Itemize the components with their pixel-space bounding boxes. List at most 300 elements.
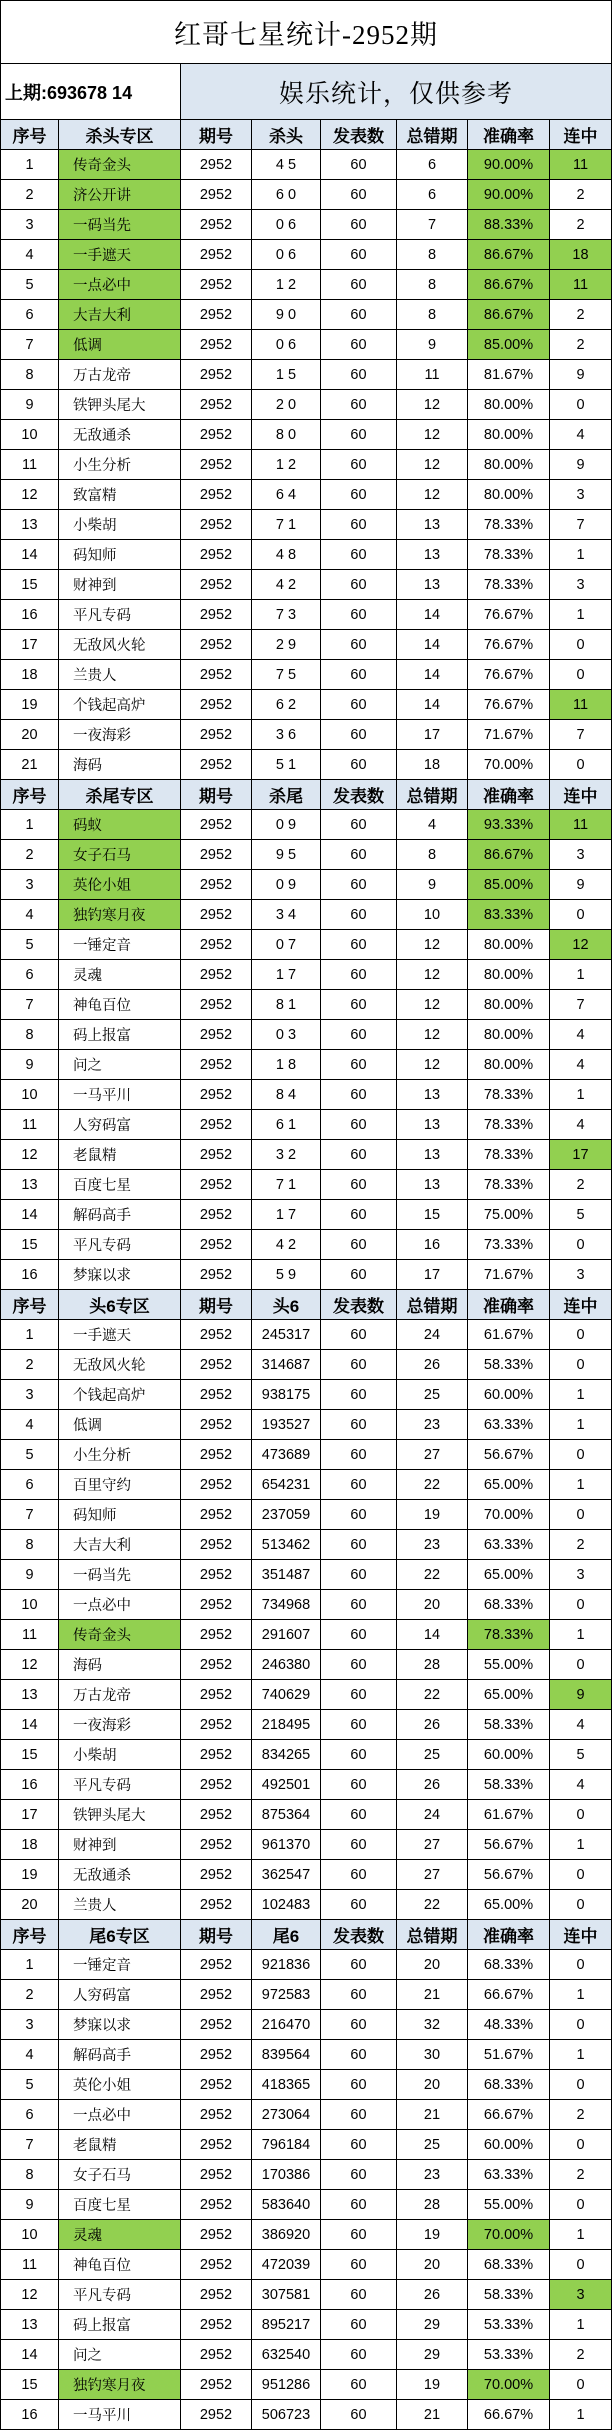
pick-cell: 938175 (252, 1380, 321, 1410)
streak-header: 连中 (550, 1290, 612, 1320)
streak-cell: 0 (550, 1350, 612, 1380)
errors-cell: 8 (397, 270, 468, 300)
posts-cell: 60 (321, 1350, 397, 1380)
issue-cell: 2952 (181, 2220, 252, 2250)
table-row (0, 870, 612, 900)
accuracy-cell: 76.67% (468, 600, 550, 630)
name-cell: 海码 (59, 750, 181, 780)
errors-cell: 30 (397, 2040, 468, 2070)
posts-cell: 60 (321, 2190, 397, 2220)
table-row (0, 1380, 612, 1410)
table-row (0, 1260, 612, 1290)
posts-cell: 60 (321, 990, 397, 1020)
table-row (0, 810, 612, 840)
pick-cell: 2 0 (252, 390, 321, 420)
issue-header: 期号 (181, 780, 252, 810)
seq-header: 序号 (0, 1920, 59, 1950)
errors-cell: 13 (397, 570, 468, 600)
name-cell: 解码高手 (59, 2040, 181, 2070)
table-row (0, 660, 612, 690)
posts-cell: 60 (321, 1320, 397, 1350)
name-cell: 百里守约 (59, 1470, 181, 1500)
seq-cell: 10 (0, 1080, 59, 1110)
seq-cell: 10 (0, 1590, 59, 1620)
posts-cell: 60 (321, 210, 397, 240)
errors-cell: 16 (397, 1230, 468, 1260)
accuracy-cell: 88.33% (468, 210, 550, 240)
errors-cell: 26 (397, 2280, 468, 2310)
name-cell: 老鼠精 (59, 1140, 181, 1170)
table-row (0, 1320, 612, 1350)
pick-cell: 972583 (252, 1980, 321, 2010)
pick-cell: 4 2 (252, 1230, 321, 1260)
table-row (0, 1860, 612, 1890)
seq-cell: 18 (0, 660, 59, 690)
seq-cell: 14 (0, 1200, 59, 1230)
seq-cell: 20 (0, 1890, 59, 1920)
seq-cell: 14 (0, 540, 59, 570)
table-row (0, 180, 612, 210)
zone-header: 头6专区 (59, 1290, 181, 1320)
errors-cell: 6 (397, 150, 468, 180)
seq-cell: 20 (0, 720, 59, 750)
pick-cell: 6 0 (252, 180, 321, 210)
seq-cell: 3 (0, 1380, 59, 1410)
posts-cell: 60 (321, 2070, 397, 2100)
errors-cell: 20 (397, 2250, 468, 2280)
name-cell: 无敌风火轮 (59, 630, 181, 660)
table-row (0, 330, 612, 360)
pick-header: 杀头 (252, 120, 321, 150)
pick-cell: 386920 (252, 2220, 321, 2250)
posts-cell: 60 (321, 1980, 397, 2010)
posts-cell: 60 (321, 2040, 397, 2070)
issue-cell: 2952 (181, 1020, 252, 1050)
pick-cell: 351487 (252, 1560, 321, 1590)
table-row (0, 1800, 612, 1830)
streak-cell: 4 (550, 1770, 612, 1800)
posts-cell: 60 (321, 1500, 397, 1530)
posts-cell: 60 (321, 1110, 397, 1140)
accuracy-cell: 80.00% (468, 1020, 550, 1050)
pick-cell: 362547 (252, 1860, 321, 1890)
streak-cell: 1 (550, 960, 612, 990)
seq-cell: 6 (0, 960, 59, 990)
accuracy-cell: 63.33% (468, 1530, 550, 1560)
pick-cell: 513462 (252, 1530, 321, 1560)
accuracy-cell: 58.33% (468, 1770, 550, 1800)
issue-cell: 2952 (181, 690, 252, 720)
name-cell: 百度七星 (59, 1170, 181, 1200)
name-cell: 致富精 (59, 480, 181, 510)
section-header-row (0, 120, 612, 150)
posts-cell: 60 (321, 330, 397, 360)
table-row (0, 150, 612, 180)
pick-cell: 839564 (252, 2040, 321, 2070)
seq-cell: 1 (0, 1950, 59, 1980)
name-cell: 一码当先 (59, 210, 181, 240)
seq-cell: 11 (0, 450, 59, 480)
errors-cell: 24 (397, 1800, 468, 1830)
pick-header: 头6 (252, 1290, 321, 1320)
pick-cell: 9 0 (252, 300, 321, 330)
accuracy-cell: 68.33% (468, 1950, 550, 1980)
posts-cell: 60 (321, 540, 397, 570)
streak-cell: 0 (550, 1320, 612, 1350)
posts-cell: 60 (321, 1800, 397, 1830)
seq-cell: 13 (0, 2310, 59, 2340)
errors-cell: 12 (397, 450, 468, 480)
pick-cell: 102483 (252, 1890, 321, 1920)
accuracy-cell: 85.00% (468, 330, 550, 360)
streak-cell: 2 (550, 210, 612, 240)
streak-cell: 2 (550, 1530, 612, 1560)
seq-cell: 15 (0, 1230, 59, 1260)
table-row (0, 420, 612, 450)
issue-cell: 2952 (181, 180, 252, 210)
posts-cell: 60 (321, 180, 397, 210)
posts-cell: 60 (321, 300, 397, 330)
errors-cell: 13 (397, 1080, 468, 1110)
errors-cell: 18 (397, 750, 468, 780)
errors-cell: 12 (397, 960, 468, 990)
streak-cell: 17 (550, 1140, 612, 1170)
pick-cell: 895217 (252, 2310, 321, 2340)
posts-cell: 60 (321, 1650, 397, 1680)
name-cell: 海码 (59, 1650, 181, 1680)
table-row (0, 2220, 612, 2250)
name-cell: 无敌风火轮 (59, 1350, 181, 1380)
table-row (0, 1080, 612, 1110)
issue-cell: 2952 (181, 630, 252, 660)
issue-cell: 2952 (181, 1890, 252, 1920)
name-cell: 梦寐以求 (59, 2010, 181, 2040)
name-cell: 一马平川 (59, 1080, 181, 1110)
posts-cell: 60 (321, 930, 397, 960)
errors-cell: 12 (397, 1050, 468, 1080)
errors-cell: 20 (397, 1950, 468, 1980)
errors-cell: 12 (397, 420, 468, 450)
issue-cell: 2952 (181, 150, 252, 180)
posts-cell: 60 (321, 390, 397, 420)
streak-cell: 9 (550, 450, 612, 480)
table-row (0, 1890, 612, 1920)
pick-cell: 7 3 (252, 600, 321, 630)
table-row (0, 2130, 612, 2160)
seq-cell: 16 (0, 600, 59, 630)
issue-cell: 2952 (181, 1860, 252, 1890)
errors-cell: 10 (397, 900, 468, 930)
issue-cell: 2952 (181, 1200, 252, 1230)
seq-cell: 12 (0, 1140, 59, 1170)
section-header-row (0, 1290, 612, 1320)
posts-cell: 60 (321, 510, 397, 540)
accuracy-cell: 71.67% (468, 720, 550, 750)
table-row (0, 1140, 612, 1170)
accuracy-cell: 48.33% (468, 2010, 550, 2040)
name-cell: 码知师 (59, 1500, 181, 1530)
issue-cell: 2952 (181, 1590, 252, 1620)
streak-cell: 9 (550, 360, 612, 390)
issue-cell: 2952 (181, 570, 252, 600)
table-row (0, 1500, 612, 1530)
table-row (0, 2250, 612, 2280)
errors-header: 总错期 (397, 1290, 468, 1320)
table-row (0, 1830, 612, 1860)
issue-cell: 2952 (181, 1830, 252, 1860)
name-cell: 码知师 (59, 540, 181, 570)
name-cell: 英伦小姐 (59, 2070, 181, 2100)
accuracy-cell: 53.33% (468, 2310, 550, 2340)
streak-cell: 0 (550, 1440, 612, 1470)
errors-cell: 23 (397, 1530, 468, 1560)
streak-cell: 1 (550, 1080, 612, 1110)
pick-cell: 740629 (252, 1680, 321, 1710)
issue-cell: 2952 (181, 1470, 252, 1500)
table-row (0, 1470, 612, 1500)
accuracy-cell: 65.00% (468, 1680, 550, 1710)
errors-cell: 21 (397, 2400, 468, 2430)
accuracy-header: 准确率 (468, 120, 550, 150)
posts-cell: 60 (321, 1260, 397, 1290)
table-row (0, 690, 612, 720)
name-cell: 一点必中 (59, 270, 181, 300)
issue-cell: 2952 (181, 1170, 252, 1200)
seq-cell: 11 (0, 1110, 59, 1140)
name-cell: 问之 (59, 2340, 181, 2370)
table-row (0, 930, 612, 960)
seq-cell: 12 (0, 480, 59, 510)
issue-cell: 2952 (181, 1320, 252, 1350)
issue-cell: 2952 (181, 1710, 252, 1740)
accuracy-cell: 78.33% (468, 510, 550, 540)
name-cell: 个钱起高炉 (59, 1380, 181, 1410)
issue-cell: 2952 (181, 1410, 252, 1440)
accuracy-cell: 80.00% (468, 420, 550, 450)
pick-cell: 8 1 (252, 990, 321, 1020)
posts-cell: 60 (321, 1050, 397, 1080)
name-cell: 灵魂 (59, 2220, 181, 2250)
seq-cell: 3 (0, 210, 59, 240)
posts-cell: 60 (321, 1890, 397, 1920)
errors-cell: 14 (397, 690, 468, 720)
seq-cell: 2 (0, 1350, 59, 1380)
errors-cell: 32 (397, 2010, 468, 2040)
table-row (0, 540, 612, 570)
streak-cell: 1 (550, 2310, 612, 2340)
accuracy-cell: 86.67% (468, 300, 550, 330)
name-cell: 小生分析 (59, 450, 181, 480)
errors-cell: 20 (397, 1590, 468, 1620)
issue-cell: 2952 (181, 1080, 252, 1110)
streak-cell: 12 (550, 930, 612, 960)
streak-cell: 11 (550, 150, 612, 180)
issue-cell: 2952 (181, 2010, 252, 2040)
issue-cell: 2952 (181, 2040, 252, 2070)
name-cell: 财神到 (59, 1830, 181, 1860)
accuracy-cell: 56.67% (468, 1860, 550, 1890)
pick-cell: 492501 (252, 1770, 321, 1800)
errors-cell: 19 (397, 2370, 468, 2400)
seq-cell: 19 (0, 1860, 59, 1890)
streak-cell: 5 (550, 1740, 612, 1770)
posts-cell: 60 (321, 2010, 397, 2040)
posts-cell: 60 (321, 1590, 397, 1620)
name-cell: 女子石马 (59, 2160, 181, 2190)
name-cell: 百度七星 (59, 2190, 181, 2220)
accuracy-cell: 70.00% (468, 2370, 550, 2400)
issue-cell: 2952 (181, 720, 252, 750)
table-row (0, 720, 612, 750)
errors-cell: 15 (397, 1200, 468, 1230)
accuracy-cell: 68.33% (468, 1590, 550, 1620)
errors-cell: 19 (397, 2220, 468, 2250)
seq-cell: 8 (0, 2160, 59, 2190)
pick-cell: 4 8 (252, 540, 321, 570)
streak-cell: 3 (550, 840, 612, 870)
table-row (0, 1650, 612, 1680)
issue-cell: 2952 (181, 420, 252, 450)
errors-cell: 25 (397, 1740, 468, 1770)
streak-cell: 3 (550, 570, 612, 600)
pick-cell: 734968 (252, 1590, 321, 1620)
seq-cell: 9 (0, 390, 59, 420)
issue-cell: 2952 (181, 840, 252, 870)
pick-cell: 193527 (252, 1410, 321, 1440)
streak-cell: 0 (550, 1230, 612, 1260)
accuracy-cell: 90.00% (468, 150, 550, 180)
table-row (0, 1620, 612, 1650)
issue-cell: 2952 (181, 930, 252, 960)
posts-cell: 60 (321, 1470, 397, 1500)
seq-cell: 7 (0, 1500, 59, 1530)
issue-cell: 2952 (181, 1950, 252, 1980)
name-cell: 独钓寒月夜 (59, 900, 181, 930)
name-cell: 低调 (59, 1410, 181, 1440)
issue-cell: 2952 (181, 1620, 252, 1650)
issue-cell: 2952 (181, 2370, 252, 2400)
name-cell: 平凡专码 (59, 1770, 181, 1800)
errors-cell: 12 (397, 390, 468, 420)
accuracy-cell: 78.33% (468, 1110, 550, 1140)
last-issue-label: 上期:693678 14 (0, 64, 181, 120)
posts-cell: 60 (321, 2130, 397, 2160)
issue-cell: 2952 (181, 270, 252, 300)
seq-cell: 11 (0, 1620, 59, 1650)
streak-cell: 7 (550, 990, 612, 1020)
seq-cell: 11 (0, 2250, 59, 2280)
pick-cell: 273064 (252, 2100, 321, 2130)
pick-cell: 1 7 (252, 1200, 321, 1230)
streak-cell: 5 (550, 1200, 612, 1230)
errors-header: 总错期 (397, 120, 468, 150)
name-cell: 兰贵人 (59, 1890, 181, 1920)
pick-cell: 246380 (252, 1650, 321, 1680)
seq-cell: 3 (0, 2010, 59, 2040)
name-cell: 平凡专码 (59, 600, 181, 630)
pick-cell: 1 8 (252, 1050, 321, 1080)
errors-cell: 20 (397, 2070, 468, 2100)
seq-cell: 5 (0, 2070, 59, 2100)
accuracy-cell: 68.33% (468, 2250, 550, 2280)
table-row (0, 2100, 612, 2130)
name-cell: 小生分析 (59, 1440, 181, 1470)
pick-cell: 6 2 (252, 690, 321, 720)
pick-cell: 7 5 (252, 660, 321, 690)
posts-cell: 60 (321, 960, 397, 990)
table-row (0, 1230, 612, 1260)
posts-cell: 60 (321, 1860, 397, 1890)
pick-cell: 583640 (252, 2190, 321, 2220)
seq-cell: 19 (0, 690, 59, 720)
streak-cell: 1 (550, 1620, 612, 1650)
table-row (0, 1680, 612, 1710)
table-row (0, 1020, 612, 1050)
pick-cell: 5 1 (252, 750, 321, 780)
pick-cell: 314687 (252, 1350, 321, 1380)
name-cell: 独钓寒月夜 (59, 2370, 181, 2400)
accuracy-cell: 90.00% (468, 180, 550, 210)
issue-cell: 2952 (181, 480, 252, 510)
errors-cell: 4 (397, 810, 468, 840)
pick-cell: 7 1 (252, 510, 321, 540)
seq-cell: 6 (0, 2100, 59, 2130)
kill-head-section (0, 120, 612, 780)
table-row (0, 2310, 612, 2340)
streak-cell: 1 (550, 540, 612, 570)
errors-cell: 12 (397, 990, 468, 1020)
errors-cell: 25 (397, 1380, 468, 1410)
accuracy-cell: 58.33% (468, 1350, 550, 1380)
table-row (0, 2280, 612, 2310)
accuracy-cell: 76.67% (468, 690, 550, 720)
issue-cell: 2952 (181, 300, 252, 330)
issue-cell: 2952 (181, 2130, 252, 2160)
errors-cell: 14 (397, 660, 468, 690)
accuracy-cell: 83.33% (468, 900, 550, 930)
table-row (0, 990, 612, 1020)
accuracy-cell: 58.33% (468, 1710, 550, 1740)
streak-cell: 11 (550, 270, 612, 300)
posts-cell: 60 (321, 1170, 397, 1200)
streak-cell: 0 (550, 1650, 612, 1680)
errors-cell: 19 (397, 1500, 468, 1530)
seq-cell: 12 (0, 1650, 59, 1680)
pick-cell: 473689 (252, 1440, 321, 1470)
streak-cell: 2 (550, 180, 612, 210)
posts-cell: 60 (321, 1380, 397, 1410)
errors-cell: 27 (397, 1440, 468, 1470)
errors-cell: 27 (397, 1860, 468, 1890)
pick-cell: 3 2 (252, 1140, 321, 1170)
posts-cell: 60 (321, 900, 397, 930)
streak-cell: 9 (550, 1680, 612, 1710)
issue-cell: 2952 (181, 510, 252, 540)
posts-cell: 60 (321, 720, 397, 750)
sheet-title: 红哥七星统计-2952期 (0, 0, 612, 64)
streak-cell: 1 (550, 2400, 612, 2430)
table-row (0, 1410, 612, 1440)
errors-cell: 17 (397, 720, 468, 750)
seq-cell: 8 (0, 1530, 59, 1560)
errors-header: 总错期 (397, 780, 468, 810)
posts-cell: 60 (321, 1530, 397, 1560)
accuracy-cell: 76.67% (468, 660, 550, 690)
issue-cell: 2952 (181, 1650, 252, 1680)
pick-cell: 216470 (252, 2010, 321, 2040)
posts-cell: 60 (321, 750, 397, 780)
errors-cell: 9 (397, 330, 468, 360)
